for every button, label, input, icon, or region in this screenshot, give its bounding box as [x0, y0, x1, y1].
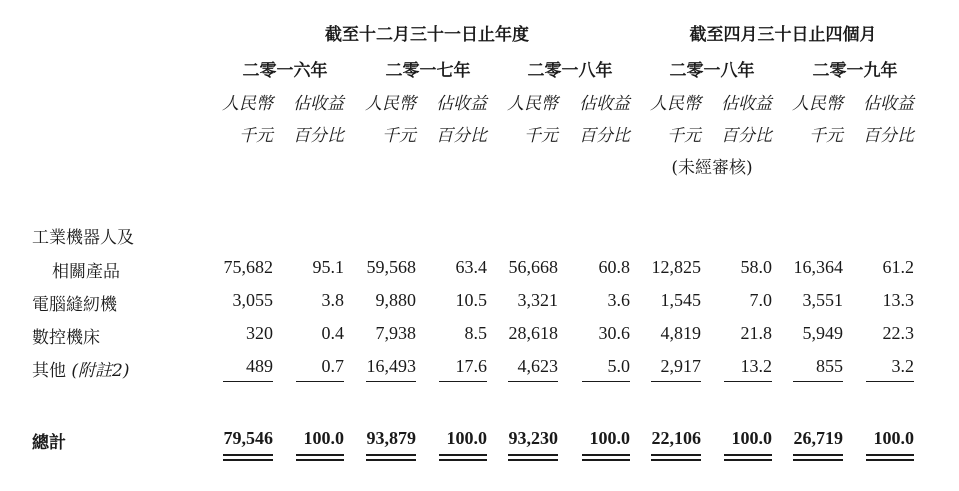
table-cell: 4,819: [660, 323, 701, 343]
subheader-unit: 千元: [382, 126, 416, 146]
year-header-2018: 二零一八年: [527, 61, 613, 81]
total-double-rule: [223, 459, 273, 461]
total-double-rule: [439, 454, 487, 456]
subheader-currency: 人民幣: [792, 94, 843, 114]
subheader-revenue: 佔收益: [293, 94, 344, 114]
subheader-currency: 人民幣: [222, 94, 273, 114]
subtotal-rule: [223, 381, 273, 382]
total-cell: 100.0: [589, 428, 630, 448]
header-group-four-months: 截至四月三十日止四個月: [689, 25, 877, 45]
total-double-rule: [366, 454, 416, 456]
subheader-unit: 千元: [239, 126, 273, 146]
year-header-2017: 二零一七年: [385, 61, 471, 81]
subheader-currency: 人民幣: [650, 94, 701, 114]
subtotal-rule: [508, 381, 558, 382]
subheader-percent: 百分比: [579, 126, 630, 146]
table-cell: 7.0: [749, 290, 772, 310]
table-cell: 63.4: [455, 257, 487, 277]
total-double-rule: [508, 459, 558, 461]
total-double-rule: [582, 454, 630, 456]
table-cell: 60.8: [598, 257, 630, 277]
table-cell: 61.2: [882, 257, 914, 277]
year-header-2018-4m: 二零一八年: [669, 61, 755, 81]
subtotal-rule: [866, 381, 914, 382]
table-cell: 95.1: [312, 257, 344, 277]
total-double-rule: [651, 454, 701, 456]
table-cell: 22.3: [882, 323, 914, 343]
table-cell: 7,938: [375, 323, 416, 343]
total-cell: 93,230: [508, 428, 558, 448]
table-cell: 4,623: [517, 356, 558, 376]
table-cell: 3.2: [891, 356, 914, 376]
subheader-currency: 人民幣: [365, 94, 416, 114]
total-double-rule: [296, 459, 344, 461]
total-double-rule: [651, 459, 701, 461]
table-cell: 16,364: [793, 257, 843, 277]
table-cell: 3,055: [232, 290, 273, 310]
subheader-unit: 千元: [524, 126, 558, 146]
total-cell: 100.0: [873, 428, 914, 448]
total-double-rule: [793, 459, 843, 461]
total-cell: 100.0: [446, 428, 487, 448]
subheader-unit: 千元: [809, 126, 843, 146]
row-label-cnc-machines: 數控機床: [32, 328, 100, 348]
table-cell: 320: [246, 323, 273, 343]
total-double-rule: [296, 454, 344, 456]
subheader-percent: 百分比: [721, 126, 772, 146]
table-cell: 12,825: [651, 257, 701, 277]
total-double-rule: [866, 459, 914, 461]
subheader-unit: 千元: [667, 126, 701, 146]
total-cell: 79,546: [223, 428, 273, 448]
total-cell: 22,106: [651, 428, 701, 448]
table-cell: 3,321: [517, 290, 558, 310]
table-cell: 58.0: [740, 257, 772, 277]
table-cell: 0.7: [321, 356, 344, 376]
subheader-currency: 人民幣: [507, 94, 558, 114]
total-cell: 100.0: [303, 428, 344, 448]
others-label: 其他: [32, 361, 66, 381]
subheader-percent: 百分比: [293, 126, 344, 146]
table-cell: 10.5: [455, 290, 487, 310]
table-cell: 489: [246, 356, 273, 376]
table-cell: 13.3: [882, 290, 914, 310]
table-cell: 56,668: [508, 257, 558, 277]
total-double-rule: [223, 454, 273, 456]
table-cell: 9,880: [375, 290, 416, 310]
table-cell: 5.0: [607, 356, 630, 376]
subtotal-rule: [724, 381, 772, 382]
subtotal-rule: [582, 381, 630, 382]
subheader-percent: 百分比: [863, 126, 914, 146]
total-double-rule: [793, 454, 843, 456]
table-cell: 3,551: [802, 290, 843, 310]
subtotal-rule: [296, 381, 344, 382]
subtotal-rule: [439, 381, 487, 382]
total-double-rule: [366, 459, 416, 461]
others-note: (附註2): [71, 361, 130, 381]
total-double-rule: [582, 459, 630, 461]
total-double-rule: [724, 459, 772, 461]
table-cell: 3.6: [607, 290, 630, 310]
subheader-revenue: 佔收益: [579, 94, 630, 114]
table-cell: 75,682: [223, 257, 273, 277]
total-double-rule: [439, 459, 487, 461]
table-cell: 13.2: [740, 356, 772, 376]
year-header-2016: 二零一六年: [242, 61, 328, 81]
year-header-2019-4m: 二零一九年: [812, 61, 898, 81]
row-label-sewing-machines: 電腦縫紉機: [32, 295, 117, 315]
table-cell: 59,568: [366, 257, 416, 277]
subtotal-rule: [651, 381, 701, 382]
subtotal-rule: [366, 381, 416, 382]
table-cell: 1,545: [660, 290, 701, 310]
subtotal-rule: [793, 381, 843, 382]
table-cell: 8.5: [464, 323, 487, 343]
subheader-revenue: 佔收益: [863, 94, 914, 114]
row-label-related-products: 相關產品: [52, 262, 120, 282]
header-group-fiscal-year: 截至十二月三十一日止年度: [325, 25, 529, 45]
total-cell: 26,719: [793, 428, 843, 448]
table-cell: 17.6: [455, 356, 487, 376]
unaudited-note: (未經審核): [671, 158, 753, 178]
table-cell: 16,493: [366, 356, 416, 376]
table-cell: 5,949: [802, 323, 843, 343]
table-cell: 0.4: [321, 323, 344, 343]
table-cell: 21.8: [740, 323, 772, 343]
total-cell: 100.0: [731, 428, 772, 448]
subheader-percent: 百分比: [436, 126, 487, 146]
row-label-industrial-robots: 工業機器人及: [32, 228, 134, 248]
row-label-others: [32, 356, 130, 381]
subheader-revenue: 佔收益: [436, 94, 487, 114]
total-cell: 93,879: [366, 428, 416, 448]
row-label-total: 總計: [32, 433, 66, 453]
table-cell: 3.8: [321, 290, 344, 310]
total-double-rule: [508, 454, 558, 456]
table-cell: 28,618: [508, 323, 558, 343]
table-cell: 2,917: [660, 356, 701, 376]
subheader-revenue: 佔收益: [721, 94, 772, 114]
table-cell: 30.6: [598, 323, 630, 343]
total-double-rule: [724, 454, 772, 456]
total-double-rule: [866, 454, 914, 456]
table-cell: 855: [816, 356, 843, 376]
